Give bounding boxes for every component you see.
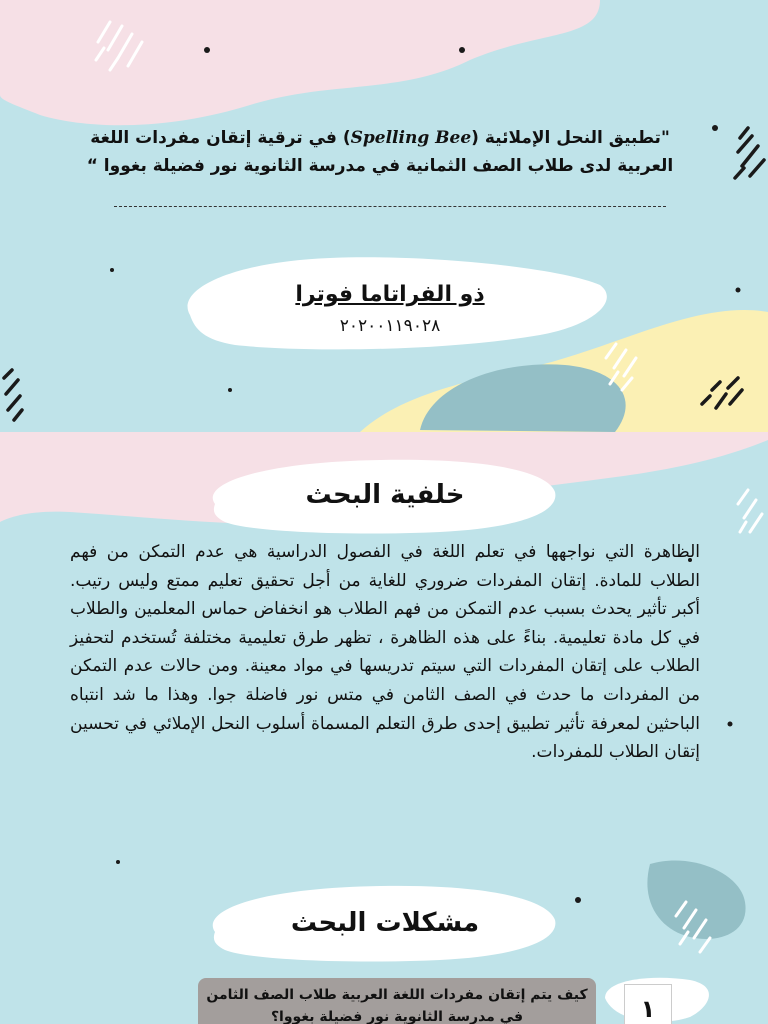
dot-icon: [728, 722, 733, 727]
background-paragraph: الظاهرة التي نواجهها في تعلم اللغة في الفصول الدراسية هي عدم التمكن من فهم الطلاب للمادة. إتقان المفردات ضروري للغاية من أجل تحقيق تعليم ممتع وليس رتيب. أكبر تأثير يحدث بسبب عدم التمكن من فهم الطلاب هو انخفاض حماس المعلمين والطلاب في كل مادة تعليمية. بناءً على هذه الظاهرة ، تظهر طرق تعليمية مختلفة تُستخدم لتحفيز الطلاب على إتقان المفردات التي سيتم تدريسها في مواد معينة. ومن حالات عدم التمكن من المفردات ما حدث في الصف الثامن في متس نور فاضلة جوا. وهذا ما شد انتباه الباحثين لمعرفة تأثير تطبيق إحدى طرق التعلم المسماة أسلوب النحل الإملائي في تحسين إتقان الطلاب للمفردات.: [70, 542, 700, 763]
dashed-divider: [114, 206, 666, 207]
title-slide: [0, 0, 768, 432]
dot-icon: [110, 268, 114, 272]
problem-item-text: كيف يتم إتقان مفردات اللغة العربية طلاب الصف الثامن في مدرسة الثانوية نور فضيلة بغووا؟: [198, 978, 596, 1024]
dot-icon: [712, 125, 718, 131]
problems-heading: مشكلات البحث: [290, 908, 480, 938]
author-id: ٢٠٢٠٠١١٩٠٢٨: [339, 316, 441, 336]
teal-blob-shape: [647, 860, 745, 938]
dash-pattern-icon: [738, 490, 762, 532]
research-title: "تطبيق النحل الإملائية (Spelling Bee) في ترقية إتقان مفردات اللغة العربية لدى طلاب الصف الثمانية في مدرسة الثانوية نور فضيلة بغووا “: [86, 128, 674, 176]
dot-icon: [459, 47, 465, 53]
pink-blob-shape: [0, 0, 600, 125]
teal-blob-shape: [420, 364, 626, 432]
english-title: Spelling Bee: [350, 128, 472, 148]
dash-pattern-icon: [735, 128, 764, 178]
dot-icon: [116, 860, 120, 864]
dot-icon: [204, 47, 210, 53]
title-slide-decoration: [0, 0, 768, 432]
background-heading: خلفية البحث: [305, 480, 465, 510]
dot-icon: [736, 288, 741, 293]
problem-item-number: ١: [624, 984, 672, 1024]
dot-icon: [575, 897, 581, 903]
dash-pattern-icon: [4, 370, 22, 420]
background-slide: [0, 432, 768, 1024]
dot-icon: [228, 388, 232, 392]
author-name: ذو الفراتاما فوترا: [295, 282, 485, 307]
